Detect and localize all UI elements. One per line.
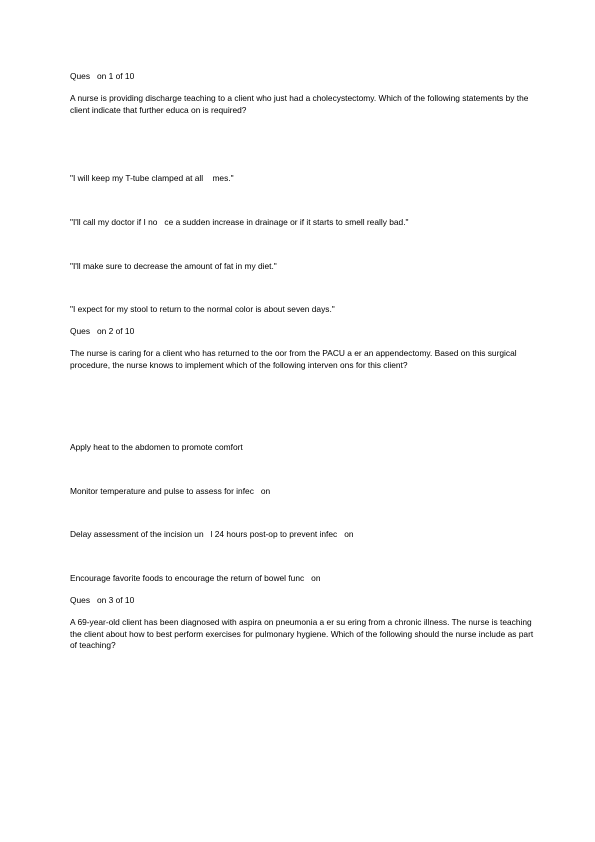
question-1-option-1: "I will keep my T-tube clamped at all mes."	[70, 173, 234, 183]
question-3-header: Ques on 3 of 10	[70, 595, 135, 605]
question-1-option-4: "I expect for my stool to return to the normal color is about seven days."	[70, 304, 335, 314]
question-1-option-3: "I'll make sure to decrease the amount of fat in my diet."	[70, 261, 277, 271]
question-2-option-2: Monitor temperature and pulse to assess for infec on	[70, 486, 271, 496]
question-2-option-1: Apply heat to the abdomen to promote comfort	[70, 442, 243, 452]
question-2-option-3: Delay assessment of the incision un l 24 hours post-op to prevent infec on	[70, 529, 354, 539]
question-2-stem: The nurse is caring for a client who has returned to the oor from the PACU a er an appendectomy. Based on this surgical procedure, the nurse knows to implement which of the following interven ons for this client?	[70, 348, 517, 370]
question-2-header: Ques on 2 of 10	[70, 326, 135, 336]
question-2-option-4: Encourage favorite foods to encourage the return of bowel func on	[70, 573, 321, 583]
question-1-header: Ques on 1 of 10	[70, 71, 135, 81]
question-1-stem: A nurse is providing discharge teaching to a client who just had a cholecystectomy. Which of the following statements by the client indicate that further educa on is required?	[70, 93, 529, 115]
question-1-option-2: "I'll call my doctor if I no ce a sudden increase in drainage or if it starts to smell really bad."	[70, 217, 409, 227]
question-3-stem: A 69-year-old client has been diagnosed with aspira on pneumonia a er su ering from a chronic illness. The nurse is teaching the client about how to best perform exercises for pulmonary hygiene. Which of the following should the nurse include as part of teaching?	[70, 617, 534, 651]
